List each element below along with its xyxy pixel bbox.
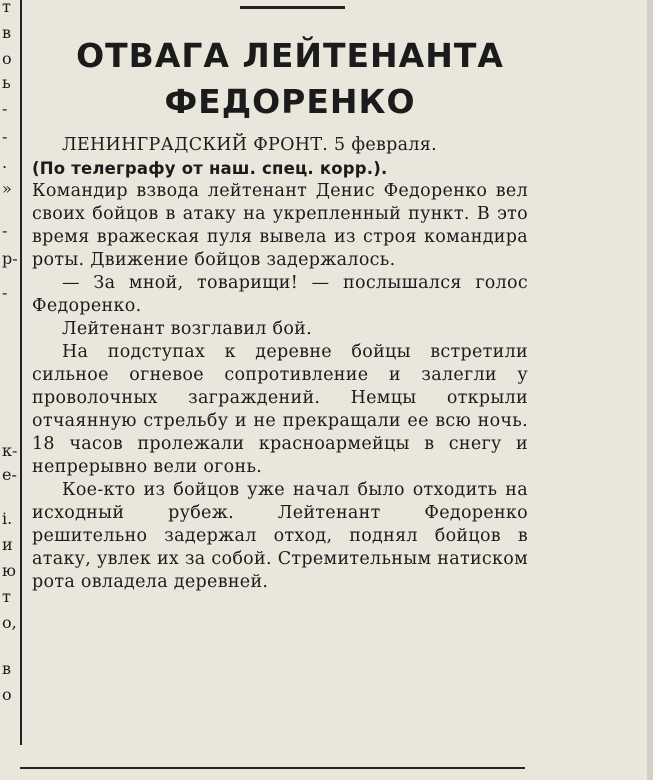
left-fragment: і.	[2, 509, 13, 528]
paragraph: Кое-кто из бойцов уже начал было отходить на исходный рубеж. Лейтенант Федоренко решительно задержал отход, поднял бойцов в атаку, увлек их за собой. Стремительным натиском рота овладела деревней.	[32, 480, 528, 592]
page-edge-shadow	[647, 0, 653, 780]
left-fragment: т	[2, 0, 11, 16]
paragraph: На подступах к деревне бойцы встретили сильное огневое сопротивление и залегли у проволочных заграждений. Немцы открыли отчаянную стрельбу и не прекращали ее всю ночь. 18 часов пролежали красноармейцы в снегу и непрерывно вели огонь.	[32, 342, 528, 477]
left-fragment: ь	[2, 73, 11, 92]
article-body	[32, 134, 528, 594]
paragraph: — За мной, товарищи! — послышался голос Федоренко.	[32, 273, 528, 316]
byline: (По телеграфу от наш. спец. корр.).	[32, 159, 388, 178]
headline-line-1: ОТВАГА ЛЕЙТЕНАНТА	[76, 36, 504, 75]
headline-line-2: ФЕДОРЕНКО	[164, 82, 416, 121]
left-fragment: -	[2, 283, 8, 302]
left-fragment: т	[2, 587, 11, 606]
left-fragment: ю	[2, 561, 16, 580]
left-fragment: р-	[2, 249, 18, 268]
left-fragment: и	[2, 535, 13, 554]
left-fragment: о	[2, 685, 12, 704]
article-headline	[40, 33, 540, 125]
column-divider	[20, 0, 22, 745]
left-fragment: -	[2, 221, 8, 240]
top-separator-rule	[240, 6, 345, 9]
left-fragment: о	[2, 49, 12, 68]
left-fragment: в	[2, 659, 12, 678]
left-fragment: о,	[2, 613, 17, 632]
left-fragment: к-	[2, 441, 18, 460]
left-fragment: е-	[2, 465, 17, 484]
left-fragment: в	[2, 23, 12, 42]
left-fragment: -	[2, 127, 8, 146]
bottom-separator-rule	[20, 767, 525, 769]
left-fragment: -	[2, 99, 8, 118]
paragraph: Лейтенант возглавил бой.	[62, 319, 313, 339]
dateline: ЛЕНИНГРАДСКИЙ ФРОНТ. 5 февраля.	[62, 135, 437, 155]
left-column-fragments	[0, 0, 18, 740]
paragraph: Командир взвода лейтенант Денис Федоренко вел своих бойцов в атаку на укрепленный пункт. В это время вражеская пуля вывела из строя командира роты. Движение бойцов задержалось.	[32, 181, 528, 270]
left-fragment: »	[2, 179, 12, 198]
left-fragment: .	[2, 153, 8, 172]
